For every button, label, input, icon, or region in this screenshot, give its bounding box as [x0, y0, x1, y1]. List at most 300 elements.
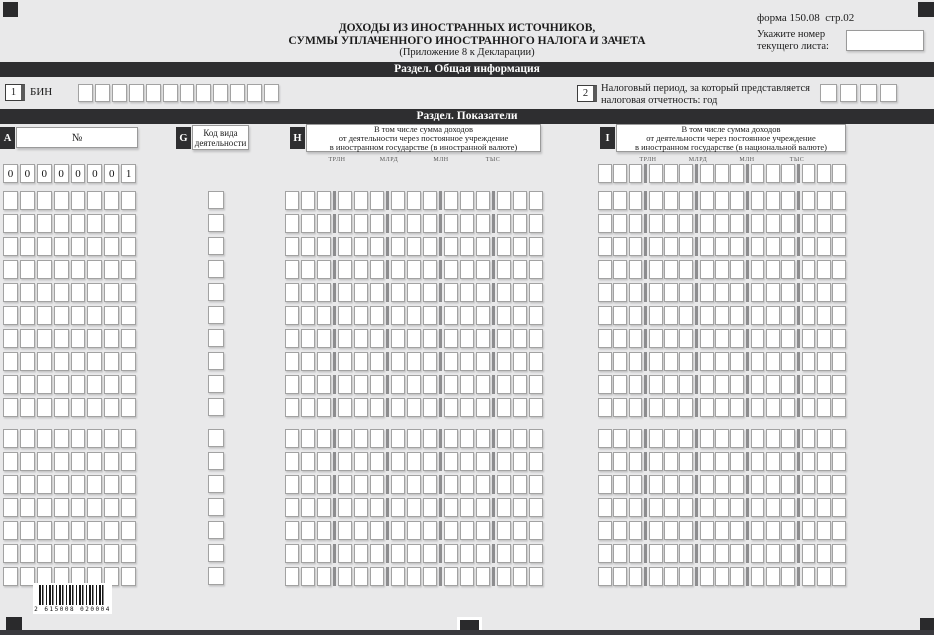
row-number-cell[interactable]: [37, 306, 52, 325]
amount-foreign-cell[interactable]: [301, 306, 315, 325]
amount-national-cell[interactable]: [679, 544, 693, 563]
row-number-cell[interactable]: [71, 429, 86, 448]
amount-national-cell[interactable]: [629, 567, 643, 586]
amount-national-cell[interactable]: [613, 498, 627, 517]
amount-national-cell[interactable]: [766, 375, 780, 394]
amount-foreign-cell[interactable]: [354, 237, 368, 256]
row-number-cell[interactable]: [104, 329, 119, 348]
amount-foreign-cell[interactable]: [460, 260, 474, 279]
amount-foreign-cell[interactable]: [529, 352, 543, 371]
amount-national-cell[interactable]: [781, 191, 795, 210]
amount-national-cell[interactable]: [664, 329, 678, 348]
amount-foreign-cell[interactable]: [391, 475, 405, 494]
amount-foreign-cell[interactable]: [513, 475, 527, 494]
amount-national-cell[interactable]: [613, 521, 627, 540]
amount-national-cell[interactable]: [679, 214, 693, 233]
amount-national-cell[interactable]: [700, 475, 714, 494]
amount-national-cell[interactable]: [629, 283, 643, 302]
amount-foreign-cell[interactable]: [301, 521, 315, 540]
amount-national-cell[interactable]: [730, 475, 744, 494]
amount-foreign-cell[interactable]: [444, 475, 458, 494]
amount-national-cell[interactable]: [649, 283, 663, 302]
amount-foreign-cell[interactable]: [407, 352, 421, 371]
row-number-cell[interactable]: [54, 521, 69, 540]
amount-national-cell[interactable]: [613, 475, 627, 494]
amount-foreign-cell[interactable]: [497, 283, 511, 302]
amount-foreign-cell[interactable]: [338, 352, 352, 371]
amount-national-cell[interactable]: [781, 398, 795, 417]
amount-national-cell[interactable]: [832, 214, 846, 233]
row-number-cell[interactable]: [37, 475, 52, 494]
amount-foreign-cell[interactable]: [317, 191, 331, 210]
amount-national-cell[interactable]: [598, 191, 612, 210]
amount-foreign-cell[interactable]: [529, 452, 543, 471]
amount-foreign-cell[interactable]: [285, 237, 299, 256]
amount-national-cell[interactable]: [629, 375, 643, 394]
row-number-cell[interactable]: [37, 521, 52, 540]
amount-national-cell[interactable]: [664, 398, 678, 417]
amount-foreign-cell[interactable]: [391, 429, 405, 448]
amount-foreign-cell[interactable]: [460, 429, 474, 448]
amount-foreign-cell[interactable]: [444, 306, 458, 325]
amount-foreign-cell[interactable]: [370, 429, 384, 448]
row-number-cell[interactable]: [87, 237, 102, 256]
row-number-cell[interactable]: [20, 260, 35, 279]
row-number-cell[interactable]: [121, 352, 136, 371]
row-number-cell[interactable]: [20, 452, 35, 471]
row-number-cell[interactable]: [54, 306, 69, 325]
amount-foreign-cell[interactable]: [497, 475, 511, 494]
amount-national-cell[interactable]: [832, 164, 846, 183]
amount-foreign-cell[interactable]: [317, 375, 331, 394]
amount-national-cell[interactable]: [730, 306, 744, 325]
amount-foreign-cell[interactable]: [370, 237, 384, 256]
amount-foreign-cell[interactable]: [444, 521, 458, 540]
amount-foreign-cell[interactable]: [529, 544, 543, 563]
amount-foreign-cell[interactable]: [338, 191, 352, 210]
amount-foreign-cell[interactable]: [529, 306, 543, 325]
amount-national-cell[interactable]: [832, 567, 846, 586]
amount-national-cell[interactable]: [715, 237, 729, 256]
amount-foreign-cell[interactable]: [285, 567, 299, 586]
activity-code-cell[interactable]: [208, 214, 224, 232]
row-number-cell[interactable]: [20, 352, 35, 371]
amount-national-cell[interactable]: [700, 329, 714, 348]
amount-national-cell[interactable]: [766, 306, 780, 325]
amount-national-cell[interactable]: [832, 352, 846, 371]
amount-national-cell[interactable]: [832, 521, 846, 540]
amount-national-cell[interactable]: [700, 544, 714, 563]
amount-foreign-cell[interactable]: [476, 398, 490, 417]
row-number-cell[interactable]: [3, 375, 18, 394]
amount-foreign-cell[interactable]: [423, 214, 437, 233]
amount-national-cell[interactable]: [679, 283, 693, 302]
row-number-cell[interactable]: [71, 191, 86, 210]
amount-foreign-cell[interactable]: [476, 214, 490, 233]
amount-national-cell[interactable]: [766, 544, 780, 563]
amount-foreign-cell[interactable]: [513, 521, 527, 540]
amount-foreign-cell[interactable]: [370, 329, 384, 348]
row-number-cell[interactable]: [54, 329, 69, 348]
amount-foreign-cell[interactable]: [423, 567, 437, 586]
amount-national-cell[interactable]: [700, 260, 714, 279]
row-number-cell[interactable]: [87, 375, 102, 394]
amount-foreign-cell[interactable]: [407, 329, 421, 348]
amount-national-cell[interactable]: [679, 191, 693, 210]
row-number-cell[interactable]: [3, 306, 18, 325]
row-number-cell[interactable]: [71, 237, 86, 256]
row-number-cell[interactable]: [121, 260, 136, 279]
amount-foreign-cell[interactable]: [301, 329, 315, 348]
amount-national-cell[interactable]: [766, 398, 780, 417]
row-number-cell[interactable]: [87, 352, 102, 371]
amount-foreign-cell[interactable]: [338, 283, 352, 302]
row-number-cell[interactable]: 0: [37, 164, 52, 183]
amount-foreign-cell[interactable]: [460, 214, 474, 233]
amount-foreign-cell[interactable]: [317, 398, 331, 417]
row-number-cell[interactable]: [37, 452, 52, 471]
amount-foreign-cell[interactable]: [460, 567, 474, 586]
amount-national-cell[interactable]: [781, 329, 795, 348]
row-number-cell[interactable]: [3, 329, 18, 348]
amount-foreign-cell[interactable]: [338, 475, 352, 494]
activity-code-cell[interactable]: [208, 306, 224, 324]
amount-foreign-cell[interactable]: [391, 214, 405, 233]
amount-national-cell[interactable]: [679, 521, 693, 540]
amount-foreign-cell[interactable]: [460, 191, 474, 210]
row-number-cell[interactable]: [3, 452, 18, 471]
amount-foreign-cell[interactable]: [391, 567, 405, 586]
amount-foreign-cell[interactable]: [460, 521, 474, 540]
amount-foreign-cell[interactable]: [285, 375, 299, 394]
row-number-cell[interactable]: [71, 521, 86, 540]
amount-national-cell[interactable]: [802, 567, 816, 586]
amount-foreign-cell[interactable]: [513, 283, 527, 302]
amount-national-cell[interactable]: [817, 237, 831, 256]
amount-foreign-cell[interactable]: [301, 429, 315, 448]
amount-national-cell[interactable]: [781, 375, 795, 394]
row-number-cell[interactable]: [3, 429, 18, 448]
amount-national-cell[interactable]: [817, 306, 831, 325]
amount-national-cell[interactable]: [629, 475, 643, 494]
amount-foreign-cell[interactable]: [317, 260, 331, 279]
amount-foreign-cell[interactable]: [476, 475, 490, 494]
amount-national-cell[interactable]: [781, 452, 795, 471]
amount-foreign-cell[interactable]: [407, 521, 421, 540]
row-number-cell[interactable]: [104, 398, 119, 417]
amount-national-cell[interactable]: [730, 214, 744, 233]
amount-national-cell[interactable]: [832, 329, 846, 348]
amount-foreign-cell[interactable]: [513, 214, 527, 233]
amount-foreign-cell[interactable]: [529, 429, 543, 448]
row-number-cell[interactable]: 0: [20, 164, 35, 183]
amount-foreign-cell[interactable]: [317, 306, 331, 325]
row-number-cell[interactable]: [54, 237, 69, 256]
amount-national-cell[interactable]: [751, 214, 765, 233]
amount-foreign-cell[interactable]: [460, 452, 474, 471]
row-number-cell[interactable]: [71, 452, 86, 471]
amount-national-cell[interactable]: [715, 398, 729, 417]
amount-national-cell[interactable]: [730, 352, 744, 371]
amount-foreign-cell[interactable]: [391, 544, 405, 563]
amount-national-cell[interactable]: [664, 260, 678, 279]
amount-foreign-cell[interactable]: [460, 498, 474, 517]
amount-national-cell[interactable]: [751, 164, 765, 183]
amount-national-cell[interactable]: [832, 498, 846, 517]
amount-foreign-cell[interactable]: [423, 352, 437, 371]
amount-national-cell[interactable]: [751, 429, 765, 448]
amount-national-cell[interactable]: [629, 429, 643, 448]
amount-national-cell[interactable]: [832, 283, 846, 302]
row-number-cell[interactable]: [121, 521, 136, 540]
amount-national-cell[interactable]: [679, 237, 693, 256]
amount-national-cell[interactable]: [715, 329, 729, 348]
amount-foreign-cell[interactable]: [497, 329, 511, 348]
amount-foreign-cell[interactable]: [407, 398, 421, 417]
amount-foreign-cell[interactable]: [513, 237, 527, 256]
amount-foreign-cell[interactable]: [391, 521, 405, 540]
amount-foreign-cell[interactable]: [301, 475, 315, 494]
amount-foreign-cell[interactable]: [444, 283, 458, 302]
amount-foreign-cell[interactable]: [317, 567, 331, 586]
row-number-cell[interactable]: [87, 521, 102, 540]
row-number-cell[interactable]: [121, 375, 136, 394]
amount-foreign-cell[interactable]: [407, 214, 421, 233]
activity-code-cell[interactable]: [208, 191, 224, 209]
amount-foreign-cell[interactable]: [407, 191, 421, 210]
amount-national-cell[interactable]: [781, 475, 795, 494]
amount-foreign-cell[interactable]: [407, 237, 421, 256]
amount-national-cell[interactable]: [832, 375, 846, 394]
amount-foreign-cell[interactable]: [407, 498, 421, 517]
amount-national-cell[interactable]: [766, 329, 780, 348]
amount-national-cell[interactable]: [730, 260, 744, 279]
row-number-cell[interactable]: [3, 567, 18, 586]
amount-national-cell[interactable]: [613, 306, 627, 325]
amount-national-cell[interactable]: [715, 544, 729, 563]
amount-foreign-cell[interactable]: [444, 260, 458, 279]
amount-national-cell[interactable]: [598, 452, 612, 471]
amount-foreign-cell[interactable]: [285, 283, 299, 302]
amount-foreign-cell[interactable]: [370, 260, 384, 279]
amount-foreign-cell[interactable]: [407, 452, 421, 471]
amount-national-cell[interactable]: [664, 191, 678, 210]
amount-foreign-cell[interactable]: [370, 475, 384, 494]
amount-national-cell[interactable]: [598, 567, 612, 586]
row-number-cell[interactable]: [3, 544, 18, 563]
amount-foreign-cell[interactable]: [529, 567, 543, 586]
amount-national-cell[interactable]: [679, 164, 693, 183]
amount-foreign-cell[interactable]: [338, 521, 352, 540]
row-number-cell[interactable]: [71, 475, 86, 494]
row-number-cell[interactable]: [121, 567, 136, 586]
amount-national-cell[interactable]: [766, 283, 780, 302]
amount-national-cell[interactable]: [649, 237, 663, 256]
amount-national-cell[interactable]: [817, 164, 831, 183]
row-number-cell[interactable]: [20, 521, 35, 540]
amount-foreign-cell[interactable]: [444, 237, 458, 256]
amount-foreign-cell[interactable]: [338, 398, 352, 417]
amount-foreign-cell[interactable]: [476, 283, 490, 302]
amount-foreign-cell[interactable]: [370, 283, 384, 302]
row-number-cell[interactable]: [54, 452, 69, 471]
amount-national-cell[interactable]: [781, 237, 795, 256]
amount-national-cell[interactable]: [817, 429, 831, 448]
row-number-cell[interactable]: [87, 214, 102, 233]
amount-foreign-cell[interactable]: [423, 306, 437, 325]
amount-foreign-cell[interactable]: [497, 352, 511, 371]
amount-foreign-cell[interactable]: [444, 498, 458, 517]
amount-national-cell[interactable]: [781, 306, 795, 325]
row-number-cell[interactable]: [87, 260, 102, 279]
amount-foreign-cell[interactable]: [285, 544, 299, 563]
amount-national-cell[interactable]: [751, 329, 765, 348]
amount-foreign-cell[interactable]: [317, 544, 331, 563]
amount-foreign-cell[interactable]: [301, 352, 315, 371]
amount-foreign-cell[interactable]: [460, 283, 474, 302]
amount-national-cell[interactable]: [700, 567, 714, 586]
amount-foreign-cell[interactable]: [460, 475, 474, 494]
amount-foreign-cell[interactable]: [423, 429, 437, 448]
amount-national-cell[interactable]: [730, 521, 744, 540]
amount-foreign-cell[interactable]: [513, 352, 527, 371]
amount-foreign-cell[interactable]: [338, 452, 352, 471]
amount-foreign-cell[interactable]: [391, 329, 405, 348]
amount-foreign-cell[interactable]: [354, 567, 368, 586]
row-number-cell[interactable]: [37, 498, 52, 517]
amount-national-cell[interactable]: [598, 521, 612, 540]
amount-national-cell[interactable]: [629, 521, 643, 540]
amount-national-cell[interactable]: [649, 306, 663, 325]
amount-foreign-cell[interactable]: [338, 567, 352, 586]
amount-national-cell[interactable]: [751, 475, 765, 494]
amount-national-cell[interactable]: [598, 260, 612, 279]
amount-national-cell[interactable]: [802, 306, 816, 325]
amount-national-cell[interactable]: [700, 283, 714, 302]
amount-national-cell[interactable]: [781, 521, 795, 540]
amount-national-cell[interactable]: [649, 452, 663, 471]
amount-foreign-cell[interactable]: [423, 452, 437, 471]
amount-foreign-cell[interactable]: [354, 191, 368, 210]
row-number-cell[interactable]: [71, 352, 86, 371]
amount-foreign-cell[interactable]: [354, 306, 368, 325]
amount-national-cell[interactable]: [649, 191, 663, 210]
row-number-cell[interactable]: [104, 237, 119, 256]
amount-national-cell[interactable]: [664, 375, 678, 394]
amount-foreign-cell[interactable]: [338, 306, 352, 325]
row-number-cell[interactable]: [54, 283, 69, 302]
amount-foreign-cell[interactable]: [497, 498, 511, 517]
amount-national-cell[interactable]: [817, 567, 831, 586]
amount-foreign-cell[interactable]: [317, 329, 331, 348]
activity-code-cell[interactable]: [208, 329, 224, 347]
amount-national-cell[interactable]: [817, 498, 831, 517]
amount-foreign-cell[interactable]: [444, 329, 458, 348]
amount-national-cell[interactable]: [817, 283, 831, 302]
amount-national-cell[interactable]: [613, 429, 627, 448]
amount-foreign-cell[interactable]: [460, 329, 474, 348]
amount-national-cell[interactable]: [817, 260, 831, 279]
amount-national-cell[interactable]: [598, 306, 612, 325]
amount-national-cell[interactable]: [802, 191, 816, 210]
amount-national-cell[interactable]: [649, 544, 663, 563]
amount-national-cell[interactable]: [781, 283, 795, 302]
row-number-cell[interactable]: [54, 352, 69, 371]
amount-national-cell[interactable]: [700, 306, 714, 325]
amount-foreign-cell[interactable]: [423, 398, 437, 417]
amount-national-cell[interactable]: [802, 398, 816, 417]
activity-code-cell[interactable]: [208, 429, 224, 447]
row-number-cell[interactable]: [104, 498, 119, 517]
row-number-cell[interactable]: [37, 283, 52, 302]
amount-national-cell[interactable]: [629, 164, 643, 183]
amount-national-cell[interactable]: [629, 306, 643, 325]
amount-national-cell[interactable]: [817, 475, 831, 494]
amount-foreign-cell[interactable]: [529, 260, 543, 279]
amount-national-cell[interactable]: [730, 498, 744, 517]
amount-national-cell[interactable]: [766, 567, 780, 586]
amount-national-cell[interactable]: [629, 260, 643, 279]
amount-foreign-cell[interactable]: [476, 429, 490, 448]
amount-foreign-cell[interactable]: [285, 329, 299, 348]
amount-foreign-cell[interactable]: [338, 375, 352, 394]
amount-national-cell[interactable]: [613, 214, 627, 233]
amount-foreign-cell[interactable]: [285, 521, 299, 540]
amount-national-cell[interactable]: [730, 164, 744, 183]
amount-national-cell[interactable]: [679, 498, 693, 517]
amount-national-cell[interactable]: [766, 260, 780, 279]
amount-foreign-cell[interactable]: [513, 429, 527, 448]
amount-national-cell[interactable]: [649, 329, 663, 348]
amount-foreign-cell[interactable]: [423, 283, 437, 302]
amount-national-cell[interactable]: [781, 544, 795, 563]
amount-national-cell[interactable]: [664, 521, 678, 540]
row-number-cell[interactable]: [3, 398, 18, 417]
row-number-cell[interactable]: [20, 214, 35, 233]
amount-national-cell[interactable]: [832, 544, 846, 563]
activity-code-cell[interactable]: [208, 475, 224, 493]
amount-foreign-cell[interactable]: [391, 352, 405, 371]
amount-foreign-cell[interactable]: [391, 452, 405, 471]
amount-foreign-cell[interactable]: [497, 429, 511, 448]
row-number-cell[interactable]: [3, 283, 18, 302]
amount-national-cell[interactable]: [802, 375, 816, 394]
amount-national-cell[interactable]: [781, 567, 795, 586]
row-number-cell[interactable]: [87, 544, 102, 563]
amount-foreign-cell[interactable]: [301, 237, 315, 256]
amount-national-cell[interactable]: [751, 375, 765, 394]
row-number-cell[interactable]: [121, 237, 136, 256]
amount-national-cell[interactable]: [766, 352, 780, 371]
amount-foreign-cell[interactable]: [285, 452, 299, 471]
amount-national-cell[interactable]: [802, 352, 816, 371]
amount-national-cell[interactable]: [832, 191, 846, 210]
row-number-cell[interactable]: [54, 214, 69, 233]
row-number-cell[interactable]: [87, 429, 102, 448]
amount-national-cell[interactable]: [649, 375, 663, 394]
amount-foreign-cell[interactable]: [301, 214, 315, 233]
amount-foreign-cell[interactable]: [497, 237, 511, 256]
row-number-cell[interactable]: [20, 375, 35, 394]
amount-foreign-cell[interactable]: [513, 191, 527, 210]
amount-national-cell[interactable]: [613, 544, 627, 563]
amount-foreign-cell[interactable]: [476, 567, 490, 586]
amount-national-cell[interactable]: [766, 475, 780, 494]
amount-foreign-cell[interactable]: [476, 237, 490, 256]
activity-code-cell[interactable]: [208, 283, 224, 301]
row-number-cell[interactable]: [121, 498, 136, 517]
activity-code-cell[interactable]: [208, 352, 224, 370]
